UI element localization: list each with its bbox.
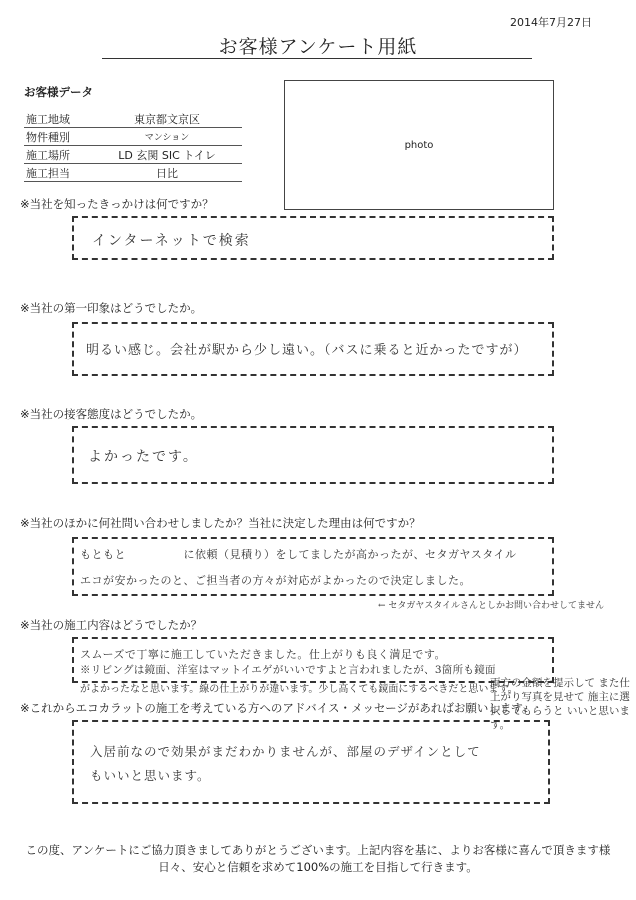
question-4: ※当社のほかに何社問い合わせしましたか？当社に決定した理由は何ですか？ [20,516,421,530]
answer-6-side-note: 両方の金額を提示して また仕上がり写真を見せて 施主に選択してもらうと いいと思います。 [490,677,630,731]
row-label: 物件種別 [24,128,92,146]
row-value: LD 玄関 SIC トイレ [92,146,242,164]
footer-line-2: 日々、安心と信頼を求めて100%の施工を目指して行きます。 [158,860,478,874]
footer-message [20,842,616,876]
answer-6-line-1: 入居前なので効果がまだわかりませんが、部屋のデザインとして [90,744,481,759]
answer-4-line-2: エコが安かったのと、ご担当者の方々が対応がよかったので決定しました。 [80,574,471,587]
photo-label: photo [404,139,434,151]
row-value: 日比 [92,164,242,182]
answer-2-line-1: 明るい感じ。会社が駅から少し遠い。（バスに乗ると近かったですが） [86,343,528,358]
row-value: 東京都文京区 [92,110,242,128]
table-row [24,164,242,182]
row-label: 施工担当 [24,164,92,182]
survey-date: 2014年7月27日 [510,16,592,29]
footer-line-1: この度、アンケートにご協力頂きましてありがとうございます。上記内容を基に、よりお客様に喜んで頂きます様 [25,843,611,857]
row-value: マンション [92,128,242,146]
photo-placeholder [284,80,554,210]
title-underline [102,58,532,59]
answer-1-line-1: インターネットで検索 [92,233,251,249]
answer-6-line-2: もいいと思います。 [90,768,211,783]
question-3: ※当社の接客態度はどうでしたか。 [20,407,203,421]
page-title: お客様アンケート用紙 [218,36,418,58]
customer-data-heading: お客様データ [24,85,93,99]
answer-5-line-3: がよかったなと思います。線の仕上がりが違います。少し高くても鏡面にするべきだと思います。 [80,684,518,695]
answer-5-line-2: ※リビングは鏡面、洋室はマットイエゲがいいですよと言われましたが、3箇所も鏡面 [80,664,496,676]
row-label: 施工地域 [24,110,92,128]
row-label: 施工場所 [24,146,92,164]
answer-box-6 [72,720,550,804]
answer-5-line-1: スムーズで丁寧に施工していただきました。仕上がりも良く満足です。 [80,648,447,661]
question-6: ※これからエコカラットの施工を考えている方へのアドバイス・メッセージがあればお願いします。 [20,701,534,715]
answer-3-line-1: よかったです。 [88,449,199,465]
question-2: ※当社の第一印象はどうでしたか。 [20,301,203,315]
answer-4-line-1: もともと に依頼（見積り）をしてましたが高かったが、セタガヤスタイル [80,548,517,561]
customer-data-table [24,110,242,182]
question-5: ※当社の施工内容はどうでしたか？ [20,618,203,632]
table-row [24,146,242,164]
question-1: ※当社を知ったきっかけは何ですか？ [20,197,214,211]
answer-4-note: ← セタガヤスタイルさんとしかお問い合わせしてません [378,601,605,611]
table-row [24,128,242,146]
table-row [24,110,242,128]
